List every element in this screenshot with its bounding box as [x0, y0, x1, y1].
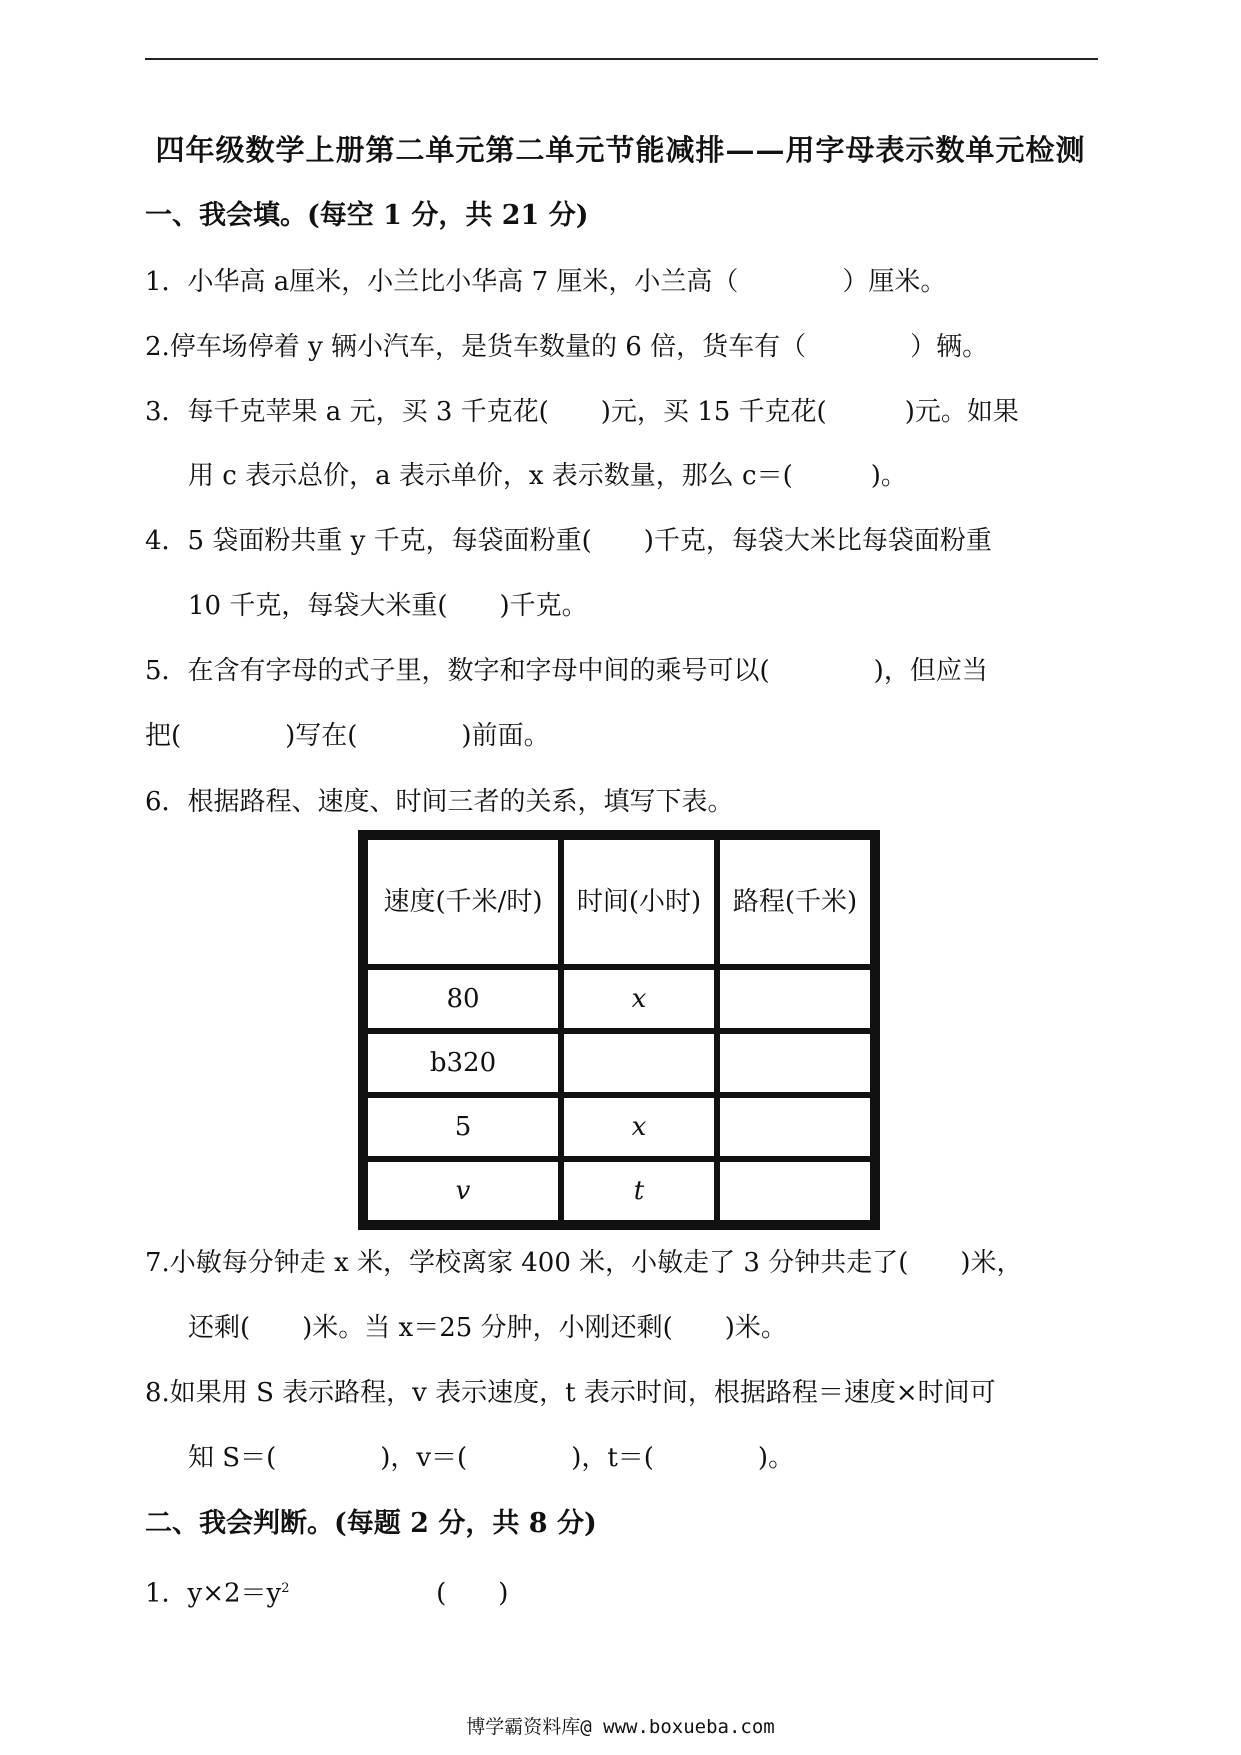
table-cell-blank — [717, 1095, 873, 1159]
table-cell: x — [561, 967, 717, 1031]
section-1-heading: 一、我会填。(每空 1 分，共 21 分) — [145, 200, 589, 231]
section-2-heading: 二、我会判断。(每题 2 分，共 8 分) — [145, 1508, 597, 1539]
table-row — [365, 1031, 873, 1095]
table-cell: 5 — [365, 1095, 561, 1159]
question-3-line-1: 3．每千克苹果 a 元，买 3 千克花( )元，买 15 千克花( )元。如果 — [145, 397, 1019, 427]
judgement-1-exponent: 2 — [281, 1581, 290, 1596]
question-7-line-1: 7.小敏每分钟走 x 米，学校离家 400 米，小敏走了 3 分钟共走了( )米， — [145, 1248, 1023, 1278]
table-row — [365, 1159, 873, 1223]
table-row — [365, 967, 873, 1031]
speed-time-distance-table — [358, 830, 880, 1230]
question-7-line-2: 还剩( )米。当 x＝25 分肿，小刚还剩( )米。 — [188, 1313, 787, 1343]
table-cell: v — [365, 1159, 561, 1223]
question-5-line-1: 5．在含有字母的式子里，数字和字母中间的乘号可以( )，但应当 — [145, 656, 988, 686]
table-cell-blank — [561, 1031, 717, 1095]
page-title: 四年级数学上册第二单元第二单元节能减排——用字母表示数单元检测 — [155, 133, 1086, 167]
judgement-1-expression: 1．y×2＝y — [145, 1578, 282, 1609]
question-4-line-2: 10 千克，每袋大米重( )千克。 — [188, 591, 588, 621]
table-cell-blank — [717, 1159, 873, 1223]
question-8-line-2: 知 S＝( )，v＝( )，t＝( )。 — [188, 1443, 795, 1473]
header-time: 时间(小时) — [561, 837, 717, 967]
question-8-line-1: 8.如果用 S 表示路程，v 表示速度，t 表示时间，根据路程＝速度×时间可 — [145, 1378, 996, 1408]
top-rule — [145, 58, 1098, 60]
table-cell: t — [561, 1159, 717, 1223]
question-5-line-2: 把( )写在( )前面。 — [145, 721, 550, 751]
table-header-row — [365, 837, 873, 967]
judgement-1 — [145, 1571, 508, 1612]
footer-source: 博学霸资料库@ www.boxueba.com — [466, 1716, 775, 1738]
table-cell-blank — [717, 967, 873, 1031]
header-distance: 路程(千米) — [717, 837, 873, 967]
question-1: 1．小华高 a厘米，小兰比小华高 7 厘米，小兰高（ ）厘米。 — [145, 267, 947, 297]
table-cell: 80 — [365, 967, 561, 1031]
judgement-1-answer-paren: ( ) — [436, 1578, 509, 1609]
question-6: 6．根据路程、速度、时间三者的关系，填写下表。 — [145, 787, 734, 817]
question-4-line-1: 4．5 袋面粉共重 y 千克，每袋面粉重( )千克，每袋大米比每袋面粉重 — [145, 526, 992, 556]
question-2: 2.停车场停着 y 辆小汽车，是货车数量的 6 倍，货车有（ ）辆。 — [145, 332, 989, 362]
table-cell-blank — [717, 1031, 873, 1095]
table-row — [365, 1095, 873, 1159]
header-speed: 速度(千米/时) — [365, 837, 561, 967]
question-3-line-2: 用 c 表示总价，a 表示单价，x 表示数量，那么 c＝( )。 — [188, 461, 907, 491]
table-cell: x — [561, 1095, 717, 1159]
table-cell: b320 — [365, 1031, 561, 1095]
